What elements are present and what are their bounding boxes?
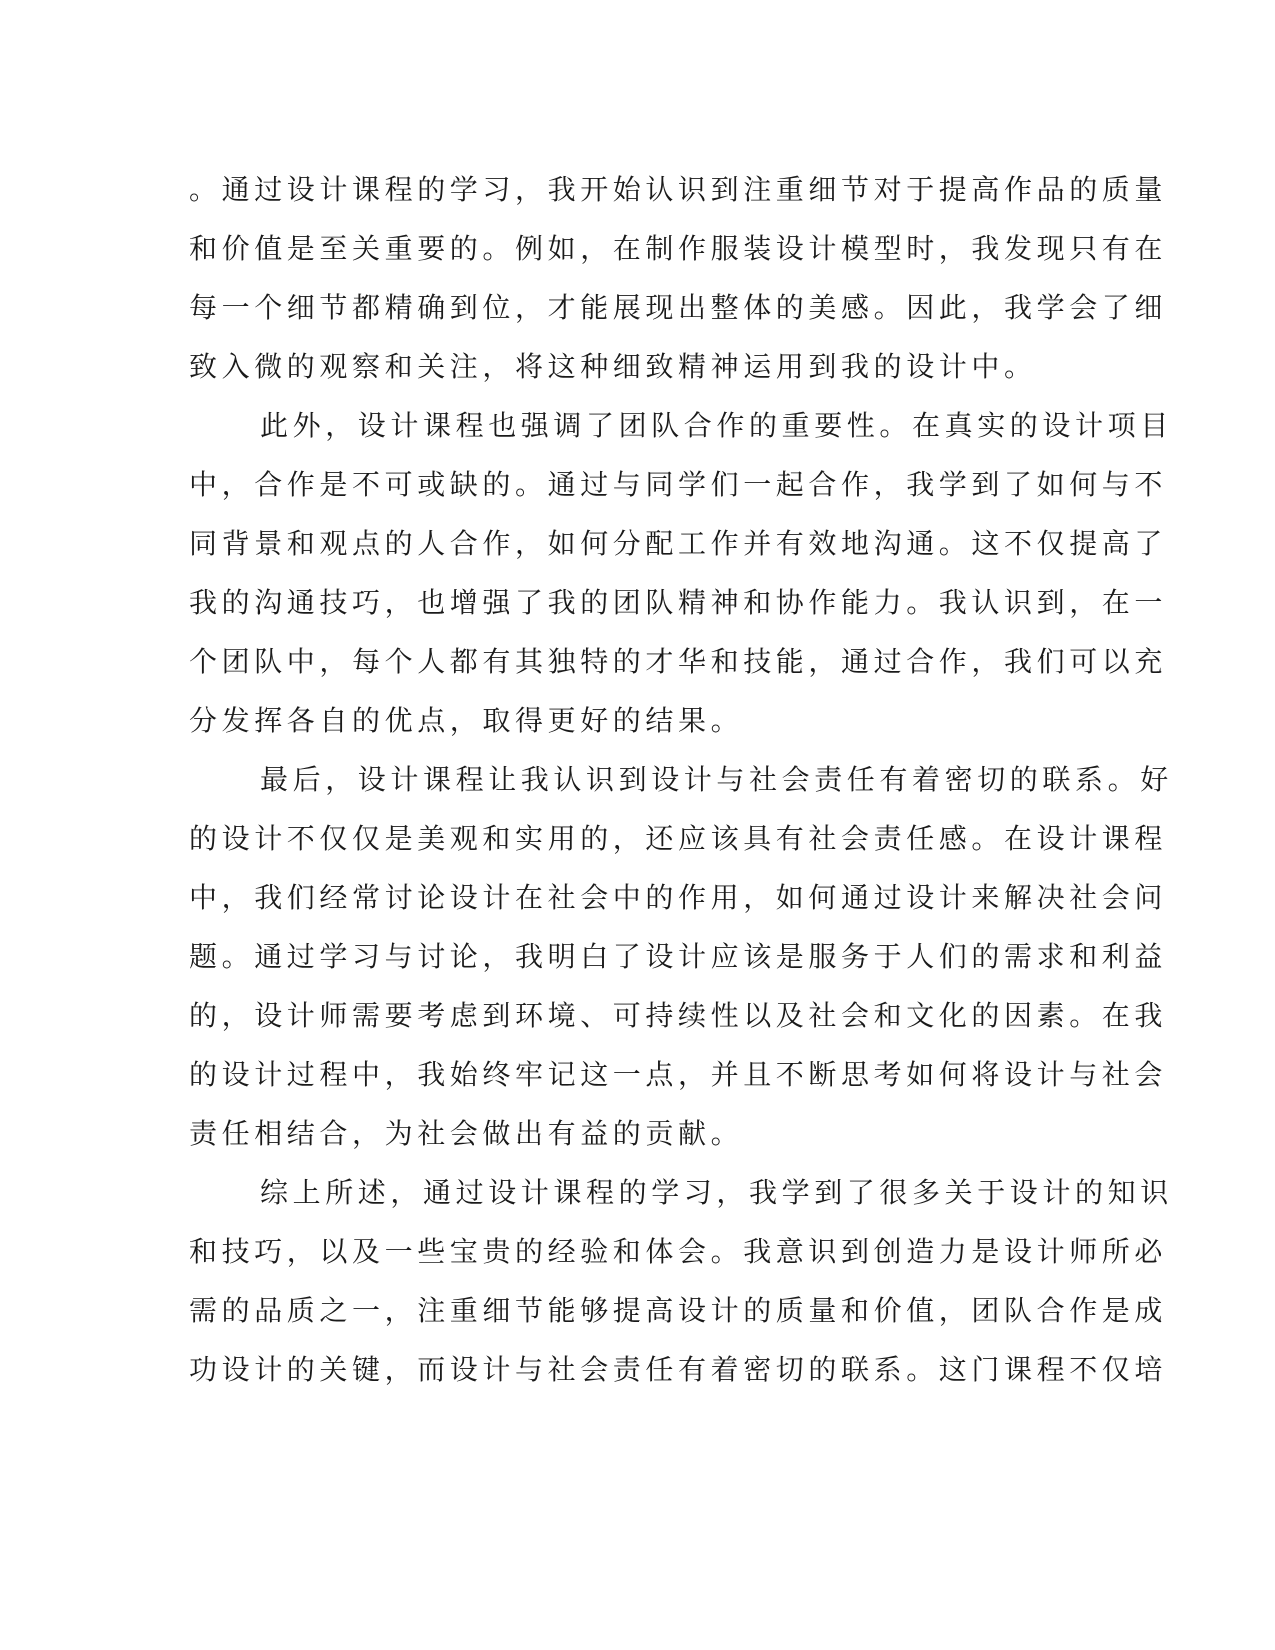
text-line: 和价值是至关重要的。例如，在制作服装设计模型时，我发现只有在 xyxy=(189,232,1168,265)
text-line: 分发挥各自的优点，取得更好的结果。 xyxy=(189,704,744,737)
text-line: 的设计不仅仅是美观和实用的，还应该具有社会责任感。在设计课程 xyxy=(189,822,1168,855)
text-line: 题。通过学习与讨论，我明白了设计应该是服务于人们的需求和利益 xyxy=(189,940,1168,973)
text-line: 综上所述，通过设计课程的学习，我学到了很多关于设计的知识 xyxy=(260,1176,1173,1209)
text-line: 我的沟通技巧，也增强了我的团队精神和协作能力。我认识到，在一 xyxy=(189,586,1168,619)
body-text xyxy=(189,160,1173,1399)
text-line: 。通过设计课程的学习，我开始认识到注重细节对于提高作品的质量 xyxy=(189,173,1168,206)
text-line: 最后，设计课程让我认识到设计与社会责任有着密切的联系。好 xyxy=(260,763,1173,796)
text-line: 致入微的观察和关注，将这种细致精神运用到我的设计中。 xyxy=(189,350,1037,383)
text-line: 同背景和观点的人合作，如何分配工作并有效地沟通。这不仅提高了 xyxy=(189,527,1168,560)
text-line: 需的品质之一，注重细节能够提高设计的质量和价值，团队合作是成 xyxy=(189,1294,1168,1327)
text-line: 的，设计师需要考虑到环境、可持续性以及社会和文化的因素。在我 xyxy=(189,999,1168,1032)
text-line: 中，合作是不可或缺的。通过与同学们一起合作，我学到了如何与不 xyxy=(189,468,1168,501)
text-line: 此外，设计课程也强调了团队合作的重要性。在真实的设计项目 xyxy=(260,409,1173,442)
text-line: 个团队中，每个人都有其独特的才华和技能，通过合作，我们可以充 xyxy=(189,645,1168,678)
text-line: 每一个细节都精确到位，才能展现出整体的美感。因此，我学会了细 xyxy=(189,291,1168,324)
text-line: 的设计过程中，我始终牢记这一点，并且不断思考如何将设计与社会 xyxy=(189,1058,1168,1091)
text-line: 功设计的关键，而设计与社会责任有着密切的联系。这门课程不仅培 xyxy=(189,1353,1168,1386)
text-line: 中，我们经常讨论设计在社会中的作用，如何通过设计来解决社会问 xyxy=(189,881,1168,914)
text-line: 和技巧，以及一些宝贵的经验和体会。我意识到创造力是设计师所必 xyxy=(189,1235,1168,1268)
text-line: 责任相结合，为社会做出有益的贡献。 xyxy=(189,1117,744,1150)
